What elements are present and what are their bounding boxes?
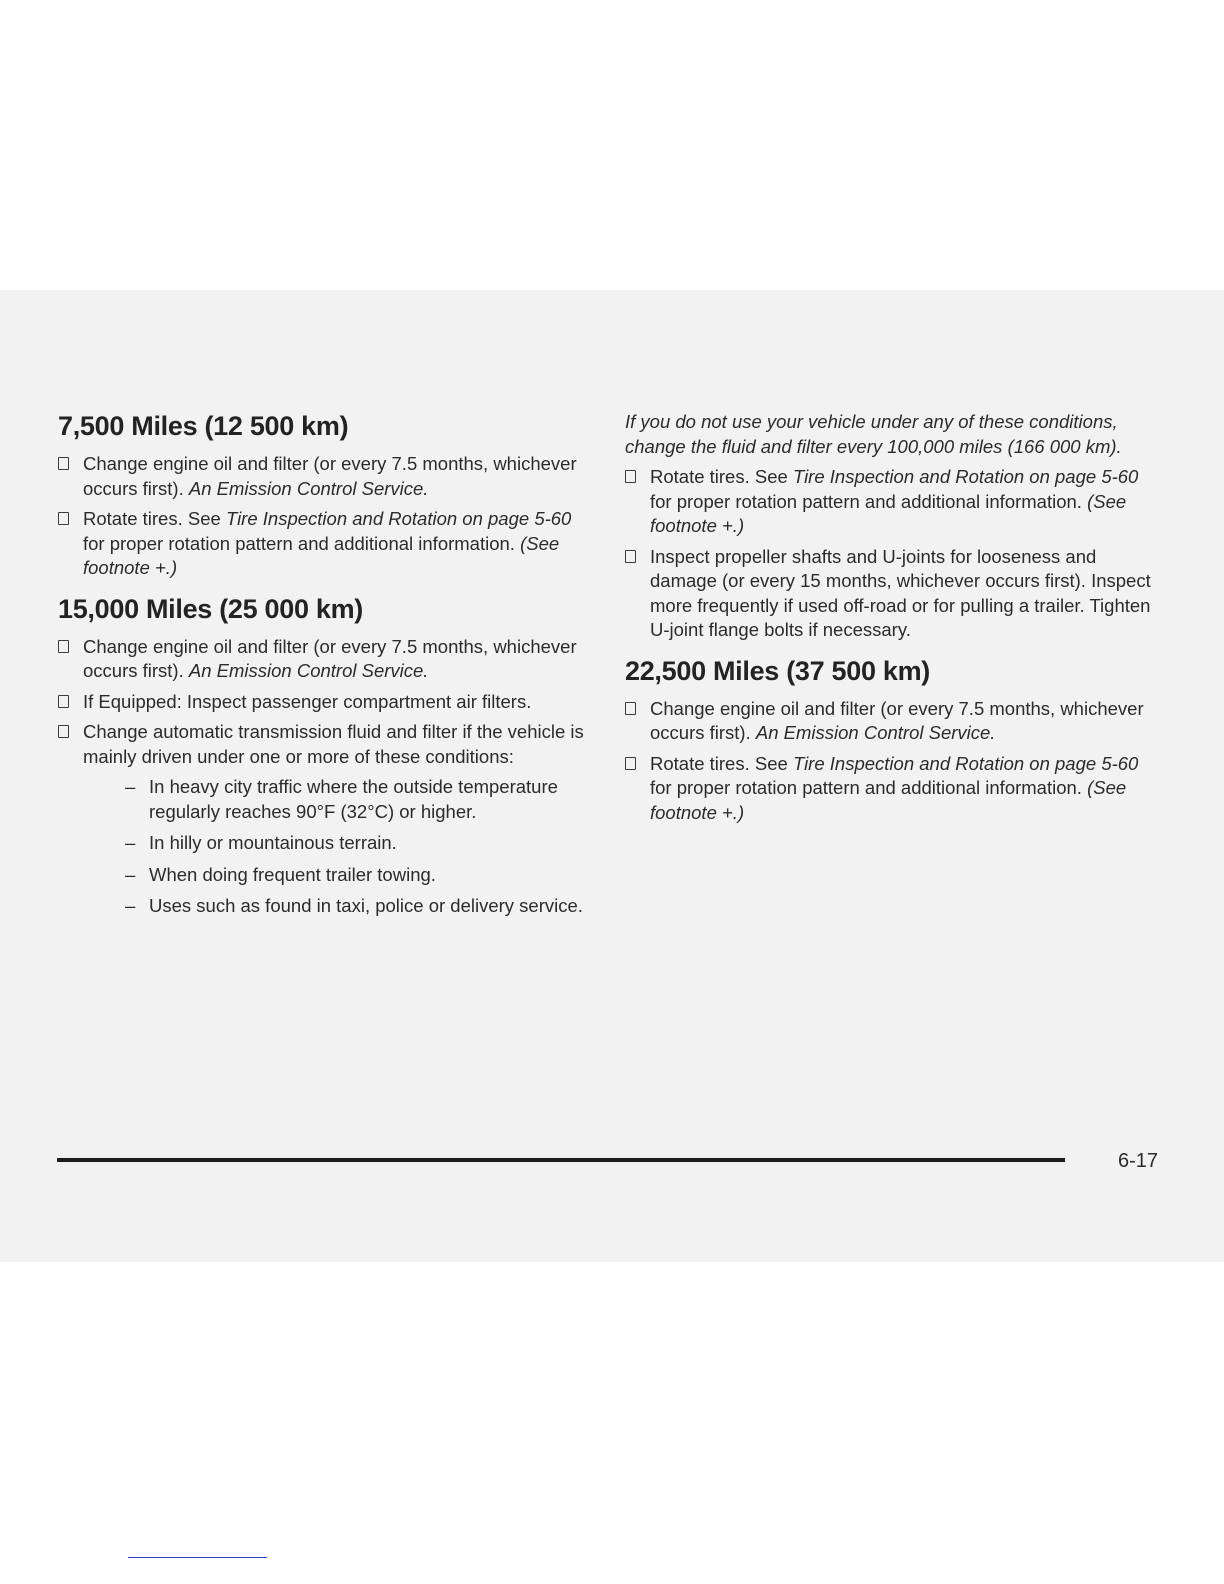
checkbox-icon	[625, 550, 636, 563]
list-item	[58, 690, 588, 715]
checkbox-icon	[625, 470, 636, 483]
condition-text: In heavy city traffic where the outside temperature regularly reaches 90°F (32°C) or higher.	[149, 776, 558, 822]
checklist-15000-continued	[625, 465, 1165, 643]
item-italic: An Emission Control Service.	[755, 722, 996, 743]
list-item	[625, 752, 1165, 826]
conditions-list	[83, 775, 588, 919]
page-number: 6-17	[1118, 1150, 1159, 1172]
item-text: Change engine oil and filter (or every 7.5 months, whichever occurs first).	[83, 453, 577, 499]
condition-item	[125, 863, 588, 888]
item-footnote: (See footnote +.)	[650, 490, 1127, 536]
footer-rule	[57, 1158, 1065, 1162]
checklist-22500	[625, 697, 1165, 826]
condition-text: When doing frequent trailer towing.	[149, 863, 436, 885]
condition-item	[125, 831, 588, 856]
item-italic: An Emission Control Service.	[188, 660, 429, 681]
item-italic: An Emission Control Service.	[188, 477, 429, 499]
item-text: Change engine oil and filter (or every 7.5 months, whichever occurs first).	[83, 635, 577, 681]
item-text: Rotate tires. See	[83, 508, 226, 529]
section-heading-15000: 15,000 Miles (25 000 km)	[58, 593, 364, 624]
item-text: Inspect propeller shafts and U-joints for looseness and damage (or every 15 months, whichever occurs first). Inspect more frequently if used off-road or for pulling a trailer. Tighten U-joint flange bolts if necessary.	[650, 545, 1151, 640]
checkbox-icon	[58, 457, 69, 470]
item-footnote: (See footnote +.)	[650, 777, 1127, 823]
list-item	[58, 635, 588, 684]
checklist-7500	[58, 452, 588, 581]
right-column	[625, 410, 1165, 831]
checkbox-icon	[58, 695, 69, 708]
checkbox-icon	[625, 757, 636, 770]
list-item	[625, 465, 1165, 539]
checklist-15000	[58, 635, 588, 919]
list-item	[58, 452, 588, 501]
item-footnote: (See footnote +.)	[83, 532, 560, 578]
dash-icon: –	[125, 776, 136, 797]
condition-text: Uses such as found in taxi, police or delivery service.	[149, 895, 583, 916]
dash-icon: –	[125, 832, 136, 853]
section-heading-22500: 22,500 Miles (37 500 km)	[625, 655, 931, 686]
left-column	[58, 410, 588, 926]
list-item	[58, 507, 588, 581]
list-item	[625, 697, 1165, 746]
checkbox-icon	[58, 725, 69, 738]
item-text: for proper rotation pattern and additional information.	[650, 777, 1088, 798]
item-reference: Tire Inspection and Rotation on page 5-60	[792, 466, 1139, 487]
dash-icon: –	[125, 895, 136, 916]
section-heading-7500: 7,500 Miles (12 500 km)	[58, 411, 349, 441]
dash-icon: –	[125, 863, 136, 885]
item-reference: Tire Inspection and Rotation on page 5-60	[225, 508, 572, 529]
list-item	[58, 720, 588, 919]
item-text: for proper rotation pattern and additional information.	[83, 532, 521, 554]
item-text: Rotate tires. See	[650, 466, 793, 487]
checkbox-icon	[625, 702, 636, 715]
condition-item	[125, 894, 588, 919]
bottom-link-underline[interactable]	[128, 1557, 267, 1558]
item-text: If Equipped: Inspect passenger compartment air filters.	[83, 690, 532, 712]
item-text: Rotate tires. See	[650, 752, 793, 774]
checkbox-icon	[58, 640, 69, 653]
item-reference: Tire Inspection and Rotation on page 5-60	[792, 752, 1139, 774]
conditions-note: If you do not use your vehicle under any of these conditions, change the fluid and filter every 100,000 miles (166 000 km).	[625, 411, 1122, 457]
list-item	[625, 545, 1165, 643]
item-text: for proper rotation pattern and additional information.	[650, 490, 1088, 512]
checkbox-icon	[58, 512, 69, 525]
condition-item	[125, 775, 588, 824]
condition-text: In hilly or mountainous terrain.	[149, 832, 397, 853]
item-text: Change automatic transmission fluid and filter if the vehicle is mainly driven under one or more of these conditions:	[83, 721, 584, 767]
item-text: Change engine oil and filter (or every 7.5 months, whichever occurs first).	[650, 697, 1144, 743]
